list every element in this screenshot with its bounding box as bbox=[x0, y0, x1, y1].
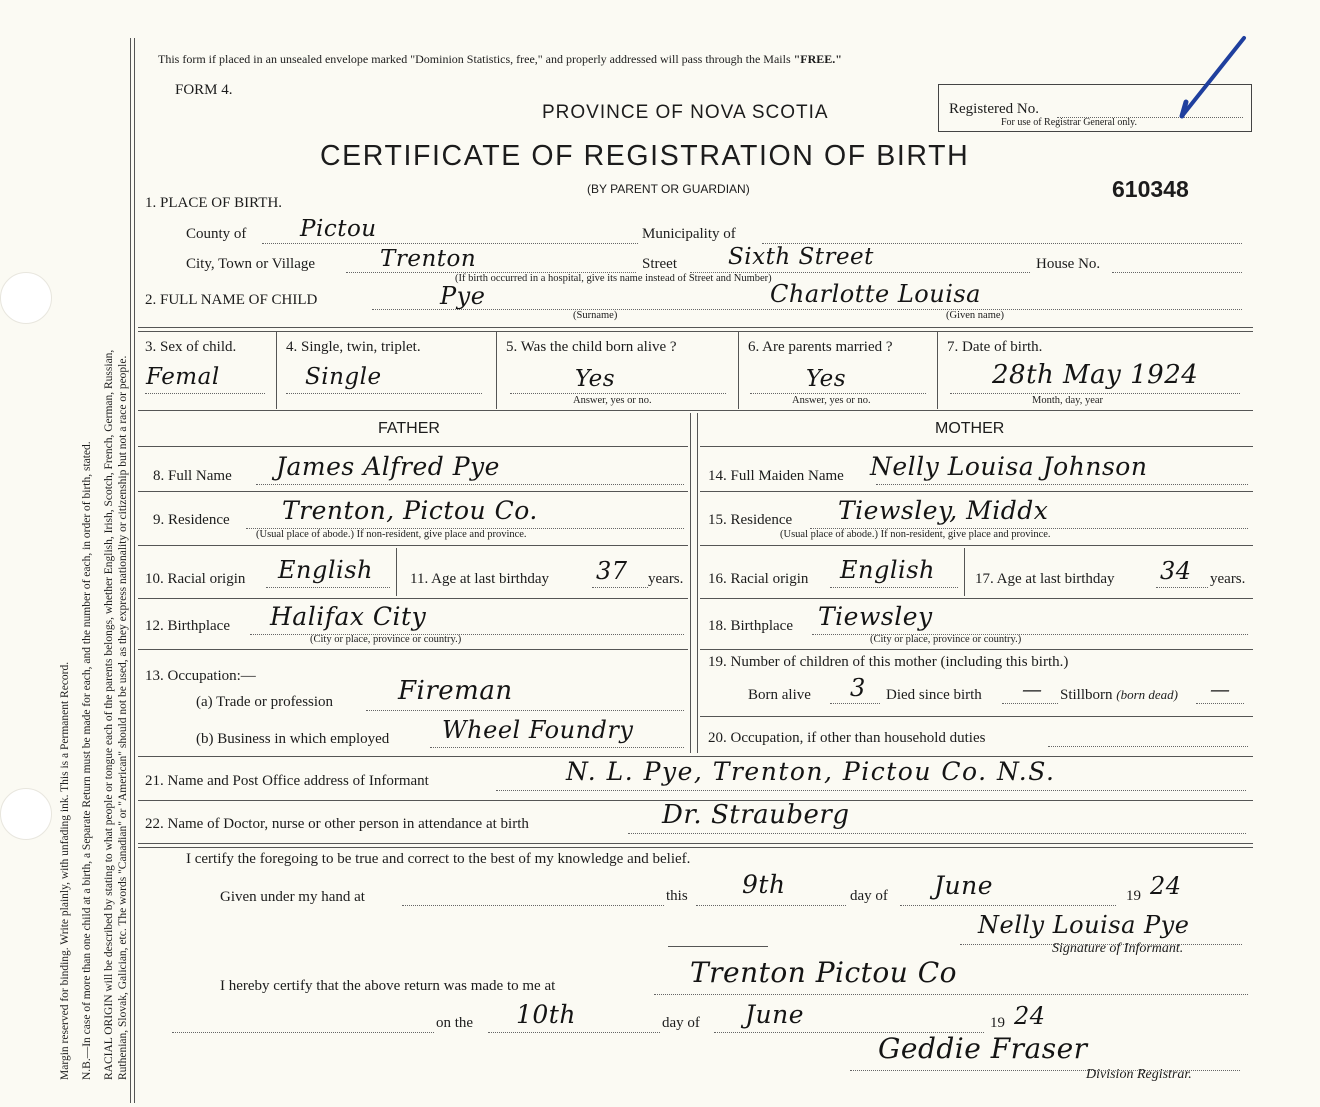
doctor-value: Dr. Strauberg bbox=[662, 800, 850, 830]
county-value: Pictou bbox=[300, 216, 377, 242]
born-alive-count-label: Born alive bbox=[748, 687, 811, 703]
place-of-birth-heading: 1. PLACE OF BIRTH. bbox=[145, 195, 283, 211]
father-name: James Alfred Pye bbox=[276, 452, 500, 481]
margin-line-4: Ruthenian, Slovak, Galician, etc. The words "Canadian" or "American" should not be used, as they express nationality or citizenship but not a race or people. bbox=[117, 355, 129, 1080]
date-of-birth-value: 28th May 1924 bbox=[992, 360, 1199, 390]
child-name-label: 2. FULL NAME OF CHILD bbox=[145, 292, 318, 308]
informant-value: N. L. Pye, Trenton, Pictou Co. N.S. bbox=[566, 757, 1056, 786]
sex-label: 3. Sex of child. bbox=[145, 339, 237, 355]
father-name-label: 8. Full Name bbox=[153, 468, 232, 484]
given-day: 9th bbox=[742, 870, 786, 899]
margin-instructions bbox=[58, 350, 130, 1080]
mother-birthplace-label: 18. Birthplace bbox=[708, 618, 793, 634]
informant-label: 21. Name and Post Office address of Informant bbox=[145, 773, 429, 789]
registered-number-label: Registered No. bbox=[949, 101, 1039, 117]
registration-year-prefix: 19 bbox=[990, 1015, 1005, 1031]
margin-line-1: Margin reserved for binding. Write plainly, with unfading ink. This is a Permanent Record. bbox=[59, 661, 71, 1080]
margin-line-2: N.B.—In case of more than one child at a birth, a Separate Return must be made for each, and the number of each, in order of birth, stated. bbox=[81, 441, 93, 1080]
surname-caption: (Surname) bbox=[573, 310, 618, 321]
mother-residence-caption: (Usual place of abode.) If non-resident, give place and province. bbox=[780, 529, 1051, 540]
father-residence-label: 9. Residence bbox=[153, 512, 230, 528]
province-heading: PROVINCE OF NOVA SCOTIA bbox=[542, 102, 829, 123]
registrar-signature-caption: Division Registrar. bbox=[1086, 1067, 1192, 1082]
postal-notice: This form if placed in an unsealed envelope marked "Dominion Statistics, free," and properly addressed will pass through the Mails "FREE." bbox=[158, 52, 842, 66]
father-age-label: 11. Age at last birthday bbox=[410, 571, 549, 587]
registration-place: Trenton Pictou Co bbox=[690, 956, 958, 989]
father-business: Wheel Foundry bbox=[442, 716, 634, 744]
house-number-label: House No. bbox=[1036, 256, 1101, 272]
father-racial-label: 10. Racial origin bbox=[145, 571, 246, 587]
given-day-of-label: day of bbox=[850, 888, 888, 904]
father-heading: FATHER bbox=[378, 420, 440, 437]
doctor-label: 22. Name of Doctor, nurse or other person in attendance at birth bbox=[145, 816, 529, 832]
died-since-birth-count: — bbox=[1022, 677, 1043, 701]
city-label: City, Town or Village bbox=[186, 256, 316, 272]
born-alive-label: 5. Was the child born alive ? bbox=[506, 339, 677, 355]
child-surname: Pye bbox=[440, 282, 486, 310]
serial-number: 610348 bbox=[1112, 176, 1189, 202]
given-year-prefix: 19 bbox=[1126, 888, 1141, 904]
father-birthplace-caption: (City or place, province or country.) bbox=[310, 634, 462, 645]
sex-value: Femal bbox=[146, 364, 220, 390]
given-year: 24 bbox=[1150, 872, 1182, 900]
given-month: June bbox=[934, 871, 994, 900]
parents-married-label: 6. Are parents married ? bbox=[748, 339, 893, 355]
mother-children-label: 19. Number of children of this mother (including this birth.) bbox=[708, 654, 1069, 670]
father-trade: Fireman bbox=[398, 676, 513, 706]
certificate-subtitle: (BY PARENT OR GUARDIAN) bbox=[587, 182, 750, 196]
father-residence-caption: (Usual place of abode.) If non-resident, give place and province. bbox=[256, 529, 527, 540]
multiple-birth-value: Single bbox=[305, 364, 382, 390]
stillborn-label: Stillborn (born dead) bbox=[1060, 687, 1179, 703]
born-alive-count: 3 bbox=[850, 674, 866, 702]
date-of-birth-label: 7. Date of birth. bbox=[947, 339, 1043, 355]
registration-year: 24 bbox=[1014, 1002, 1046, 1030]
mother-residence-label: 15. Residence bbox=[708, 512, 793, 528]
mother-age-years: years. bbox=[1210, 571, 1246, 587]
father-birthplace: Halifax City bbox=[270, 602, 427, 631]
form-number: FORM 4. bbox=[175, 82, 233, 98]
father-occupation-label: 13. Occupation:— bbox=[145, 668, 256, 684]
mother-birthplace: Tiewsley bbox=[818, 602, 933, 631]
mother-age-label: 17. Age at last birthday bbox=[975, 571, 1115, 587]
certificate-title: CERTIFICATE OF REGISTRATION OF BIRTH bbox=[320, 140, 970, 172]
parents-married-caption: Answer, yes or no. bbox=[792, 395, 871, 406]
registrar-use-note: For use of Registrar General only. bbox=[1001, 117, 1137, 128]
margin-line-3: RACIAL ORIGIN will be described by stating to what people or tongue each of the parents belongs, whether English, Irish, Scotch, French, German, Russian, bbox=[103, 349, 115, 1080]
street-value: Sixth Street bbox=[728, 244, 874, 270]
child-given-name: Charlotte Louisa bbox=[770, 280, 981, 308]
mother-name: Nelly Louisa Johnson bbox=[870, 452, 1148, 481]
binding-hole-bottom bbox=[0, 788, 52, 840]
born-alive-caption: Answer, yes or no. bbox=[573, 395, 652, 406]
binding-hole-top bbox=[0, 272, 52, 324]
mother-occupation-label: 20. Occupation, if other than household duties bbox=[708, 730, 986, 746]
mother-birthplace-caption: (City or place, province or country.) bbox=[870, 634, 1022, 645]
county-label: County of bbox=[186, 226, 247, 242]
on-the-label: on the bbox=[436, 1015, 474, 1031]
hospital-note: (If birth occurred in a hospital, give its name instead of Street and Number) bbox=[455, 273, 772, 284]
this-label: this bbox=[666, 888, 688, 904]
registrar-signature: Geddie Fraser bbox=[878, 1032, 1088, 1065]
stillborn-count: — bbox=[1210, 677, 1231, 701]
street-label: Street bbox=[642, 256, 677, 272]
informant-signature-caption: Signature of Informant. bbox=[1052, 941, 1184, 956]
registrar-statement: I hereby certify that the above return was made to me at bbox=[220, 978, 556, 994]
blue-check-mark bbox=[1170, 32, 1250, 122]
informant-signature: Nelly Louisa Pye bbox=[978, 911, 1190, 939]
given-under-hand-label: Given under my hand at bbox=[220, 889, 365, 905]
died-since-birth-label: Died since birth bbox=[886, 687, 982, 703]
mother-racial-label: 16. Racial origin bbox=[708, 571, 809, 587]
city-value: Trenton bbox=[380, 246, 477, 272]
municipality-label: Municipality of bbox=[642, 226, 736, 242]
parents-married-value: Yes bbox=[806, 366, 847, 392]
date-of-birth-caption: Month, day, year bbox=[1032, 395, 1104, 406]
father-trade-label: (a) Trade or profession bbox=[196, 694, 334, 710]
mother-heading: MOTHER bbox=[935, 420, 1005, 437]
mother-age: 34 bbox=[1160, 557, 1192, 585]
mother-racial: English bbox=[840, 556, 935, 584]
registration-day-of-label: day of bbox=[662, 1015, 700, 1031]
certify-statement: I certify the foregoing to be true and correct to the best of my knowledge and belief. bbox=[186, 851, 691, 867]
registration-month: June bbox=[745, 1000, 805, 1029]
mother-residence: Tiewsley, Middx bbox=[838, 496, 1049, 525]
father-residence: Trenton, Pictou Co. bbox=[282, 496, 538, 525]
father-age: 37 bbox=[596, 557, 628, 585]
father-birthplace-label: 12. Birthplace bbox=[145, 618, 230, 634]
father-racial: English bbox=[278, 556, 373, 584]
father-business-label: (b) Business in which employed bbox=[196, 731, 390, 747]
multiple-birth-label: 4. Single, twin, triplet. bbox=[286, 339, 421, 355]
mother-name-label: 14. Full Maiden Name bbox=[708, 468, 844, 484]
given-name-caption: (Given name) bbox=[946, 310, 1005, 321]
registration-day: 10th bbox=[516, 1000, 576, 1029]
father-age-years: years. bbox=[648, 571, 684, 587]
born-alive-value: Yes bbox=[575, 366, 616, 392]
stillborn-note: (born dead) bbox=[1116, 687, 1179, 702]
